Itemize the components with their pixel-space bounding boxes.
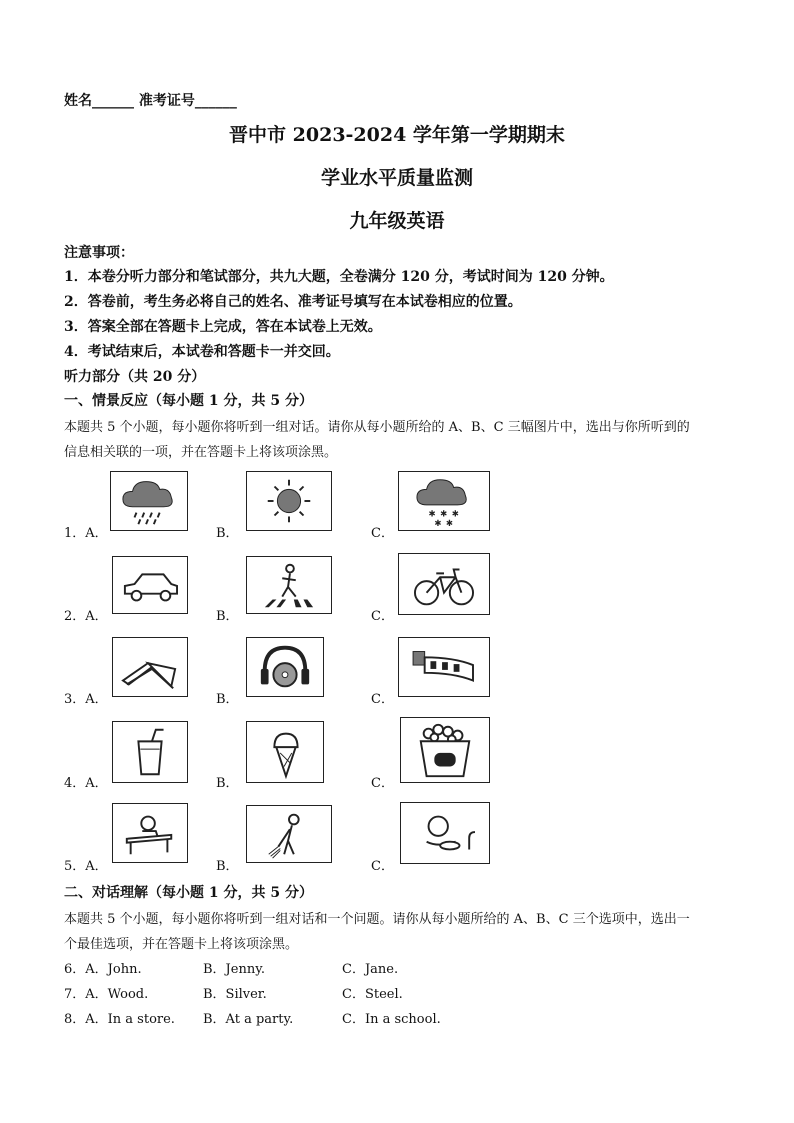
question-1-label: 1．A． [64, 526, 108, 541]
option-b-label: B． [216, 692, 239, 707]
question-7-option-b: B．Silver. [203, 987, 267, 1002]
question-8-option-b: B．At a party. [203, 1012, 294, 1027]
bicycle-icon [398, 553, 490, 615]
question-7-option-a: 7．A．Wood. [64, 987, 149, 1002]
ice-cream-icon [246, 721, 324, 783]
part1-instruction: 信息相关联的一项，并在答题卡上将该项涂黑。 [64, 445, 338, 460]
question-6-option-b: B．Jenny. [203, 962, 265, 977]
svg-text:✱: ✱ [451, 509, 460, 520]
part2-heading: 二、对话理解（每小题 1 分，共 5 分） [64, 885, 313, 901]
option-b-label: B． [216, 609, 239, 624]
note-item: 4．考试结束后，本试卷和答题卡一并交回。 [64, 344, 340, 360]
question-8-option-a: 8．A．In a store. [64, 1012, 175, 1027]
option-b-label: B． [216, 526, 239, 541]
man-sweeping-icon [246, 805, 332, 863]
question-5-label: 5．A． [64, 859, 108, 874]
question-2-label: 2．A． [64, 609, 108, 624]
popcorn-icon [400, 717, 490, 783]
part2-instruction: 本题共 5 个小题，每小题你将听到一组对话和一个问题。请你从每小题所给的 A、B、C 三个选项中，选出一 [64, 912, 690, 927]
option-c-label: C． [371, 776, 394, 791]
question-6-option-c: C．Jane. [342, 962, 399, 977]
exam-subject: 九年级英语 [349, 210, 445, 232]
svg-text:✱: ✱ [434, 519, 442, 530]
boy-washing-dishes-icon [400, 802, 490, 864]
part1-heading: 一、情景反应（每小题 1 分，共 5 分） [64, 393, 313, 409]
rain-cloud-icon [110, 471, 188, 531]
drink-cup-icon [112, 721, 188, 783]
svg-text:✱: ✱ [445, 519, 454, 530]
sun-icon [246, 471, 332, 531]
listening-heading: 听力部分（共 20 分） [64, 369, 206, 385]
option-c-label: C． [371, 526, 394, 541]
headphones-cd-icon [246, 637, 324, 697]
question-8-option-c: C．In a school. [342, 1012, 441, 1027]
snow-cloud-icon [398, 471, 490, 531]
name-id-line: 姓名______ 准考证号______ [64, 93, 237, 109]
question-7-option-c: C．Steel. [342, 987, 403, 1002]
note-item: 1．本卷分听力部分和笔试部分，共九大题，全卷满分 120 分，考试时间为 120 分钟。 [64, 269, 614, 285]
svg-text:✱: ✱ [428, 509, 436, 520]
note-item: 2．答卷前，考生务必将自己的姓名、准考证号填写在本试卷相应的位置。 [64, 294, 522, 310]
question-4-label: 4．A． [64, 776, 108, 791]
exam-subtitle: 学业水平质量监测 [320, 167, 473, 189]
notes-heading: 注意事项： [64, 245, 134, 261]
exam-title: 晋中市 2023-2024 学年第一学期期末 [229, 124, 565, 146]
book-icon [112, 637, 188, 697]
option-b-label: B． [216, 859, 239, 874]
option-c-label: C． [371, 692, 394, 707]
question-6-option-a: 6．A．John. [64, 962, 142, 977]
car-icon [112, 556, 188, 614]
note-item: 3．答案全部在答题卡上完成，答在本试卷上无效。 [64, 319, 382, 335]
part1-instruction: 本题共 5 个小题，每小题你将听到一组对话。请你从每小题所给的 A、B、C 三幅图片中，选出与你所听到的 [64, 420, 690, 435]
film-reel-icon [398, 637, 490, 697]
question-3-label: 3．A． [64, 692, 108, 707]
part2-instruction: 个最佳选项，并在答题卡上将该项涂黑。 [64, 937, 299, 952]
svg-text:✱: ✱ [440, 509, 448, 520]
pedestrian-crossing-icon [246, 556, 332, 614]
option-c-label: C． [371, 609, 394, 624]
option-b-label: B． [216, 776, 239, 791]
boy-at-desk-icon [112, 803, 188, 863]
option-c-label: C． [371, 859, 394, 874]
